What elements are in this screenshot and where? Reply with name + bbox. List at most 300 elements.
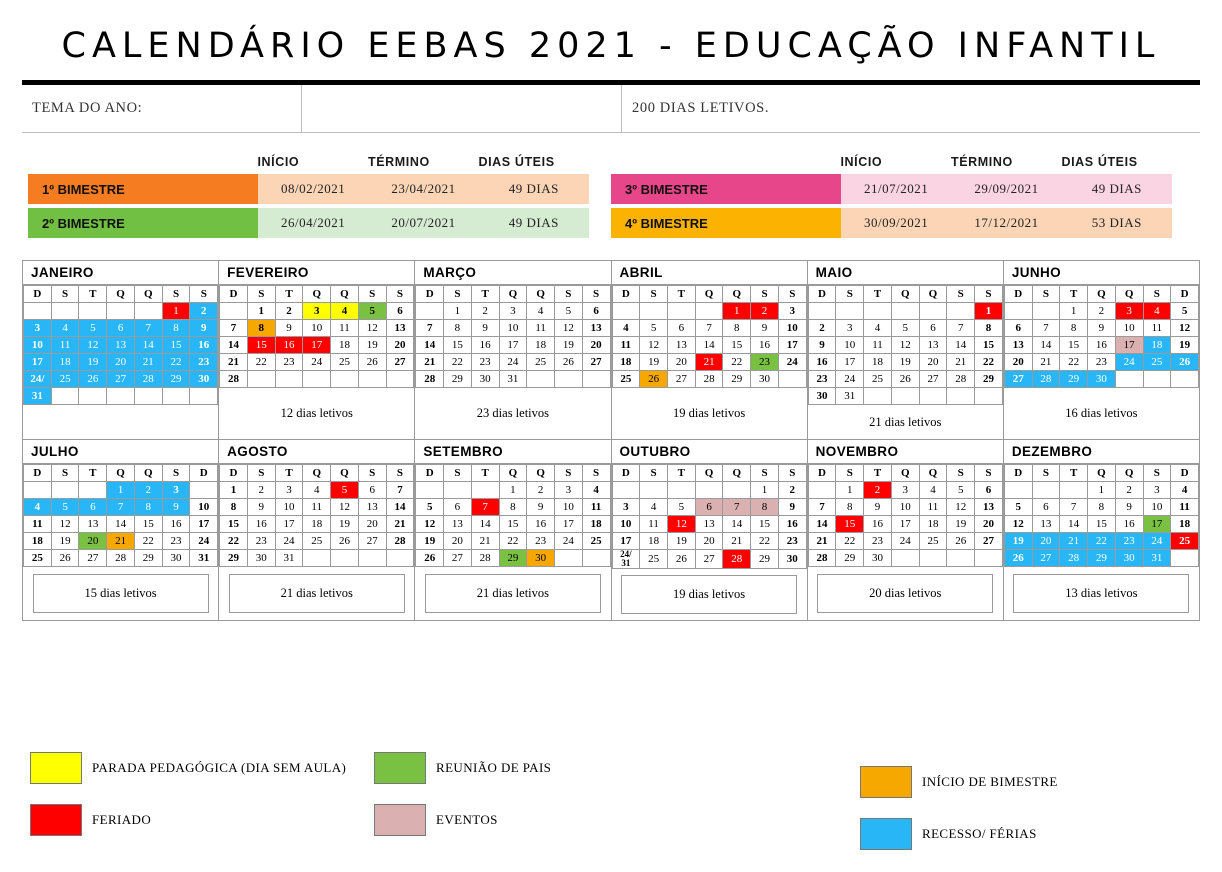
day-cell[interactable]: 18: [582, 516, 610, 533]
day-cell[interactable]: 30: [778, 550, 806, 569]
day-cell[interactable]: 23: [864, 533, 892, 550]
day-cell[interactable]: 20: [386, 337, 414, 354]
day-cell[interactable]: 6: [444, 499, 472, 516]
day-cell[interactable]: 24: [836, 371, 864, 388]
day-cell[interactable]: 3: [499, 303, 527, 320]
day-cell[interactable]: 22: [499, 533, 527, 550]
day-cell[interactable]: 3: [275, 482, 303, 499]
day-cell[interactable]: 7: [1032, 320, 1060, 337]
day-cell[interactable]: 11: [331, 320, 359, 337]
day-cell[interactable]: 21: [471, 533, 499, 550]
day-cell[interactable]: 8: [444, 320, 472, 337]
day-cell[interactable]: 6: [1004, 320, 1032, 337]
day-cell[interactable]: 20: [79, 533, 107, 550]
day-cell[interactable]: 13: [919, 337, 947, 354]
day-cell[interactable]: 14: [107, 516, 135, 533]
day-cell[interactable]: 21: [386, 516, 414, 533]
day-cell[interactable]: 23: [751, 354, 779, 371]
day-cell[interactable]: 24: [1115, 354, 1143, 371]
day-cell[interactable]: 21: [416, 354, 444, 371]
day-cell[interactable]: 11: [24, 516, 52, 533]
day-cell[interactable]: 31: [190, 550, 218, 567]
day-cell[interactable]: 19: [331, 516, 359, 533]
day-cell[interactable]: 13: [975, 499, 1003, 516]
day-cell[interactable]: 8: [220, 499, 248, 516]
day-cell[interactable]: 28: [695, 371, 723, 388]
day-cell[interactable]: 20: [695, 533, 723, 550]
day-cell[interactable]: 21: [107, 533, 135, 550]
day-cell[interactable]: 5: [891, 320, 919, 337]
day-cell[interactable]: 1: [107, 482, 135, 499]
day-cell[interactable]: 10: [891, 499, 919, 516]
day-cell[interactable]: 4: [527, 303, 555, 320]
day-cell[interactable]: 16: [751, 337, 779, 354]
day-cell[interactable]: 10: [778, 320, 806, 337]
day-cell[interactable]: 14: [416, 337, 444, 354]
day-cell[interactable]: 10: [1115, 320, 1143, 337]
day-cell[interactable]: 7: [107, 499, 135, 516]
day-cell[interactable]: 20: [582, 337, 610, 354]
day-cell[interactable]: 11: [864, 337, 892, 354]
day-cell[interactable]: 2: [275, 303, 303, 320]
day-cell[interactable]: 9: [471, 320, 499, 337]
day-cell[interactable]: 15: [444, 337, 472, 354]
day-cell[interactable]: 27: [444, 550, 472, 567]
day-cell[interactable]: 18: [612, 354, 640, 371]
day-cell[interactable]: 30: [1115, 550, 1143, 567]
day-cell[interactable]: 24: [555, 533, 583, 550]
day-cell[interactable]: 10: [303, 320, 331, 337]
day-cell[interactable]: 14: [220, 337, 248, 354]
day-cell[interactable]: 19: [51, 533, 79, 550]
day-cell[interactable]: 19: [667, 533, 695, 550]
day-cell[interactable]: 20: [975, 516, 1003, 533]
day-cell[interactable]: 16: [1115, 516, 1143, 533]
day-cell[interactable]: 6: [386, 303, 414, 320]
day-cell[interactable]: 4: [303, 482, 331, 499]
day-cell[interactable]: 26: [51, 550, 79, 567]
day-cell[interactable]: 11: [582, 499, 610, 516]
day-cell[interactable]: 12: [667, 516, 695, 533]
day-cell[interactable]: 10: [275, 499, 303, 516]
day-cell[interactable]: 14: [723, 516, 751, 533]
day-cell[interactable]: 10: [555, 499, 583, 516]
day-cell[interactable]: 13: [667, 337, 695, 354]
day-cell[interactable]: 8: [1088, 499, 1116, 516]
day-cell[interactable]: 13: [1004, 337, 1032, 354]
day-cell[interactable]: 9: [751, 320, 779, 337]
day-cell[interactable]: 24/ 31: [612, 550, 640, 569]
day-cell[interactable]: 3: [891, 482, 919, 499]
day-cell[interactable]: 8: [723, 320, 751, 337]
day-cell[interactable]: 25: [303, 533, 331, 550]
day-cell[interactable]: 28: [1060, 550, 1088, 567]
day-cell[interactable]: 1: [975, 303, 1003, 320]
day-cell[interactable]: 25: [527, 354, 555, 371]
day-cell[interactable]: 26: [891, 371, 919, 388]
day-cell[interactable]: 19: [947, 516, 975, 533]
day-cell[interactable]: 30: [247, 550, 275, 567]
day-cell[interactable]: 2: [751, 303, 779, 320]
day-cell[interactable]: 4: [612, 320, 640, 337]
day-cell[interactable]: 2: [808, 320, 836, 337]
day-cell[interactable]: 13: [444, 516, 472, 533]
day-cell[interactable]: 5: [358, 303, 386, 320]
day-cell[interactable]: 20: [667, 354, 695, 371]
day-cell[interactable]: 9: [190, 320, 218, 337]
day-cell[interactable]: 9: [808, 337, 836, 354]
day-cell[interactable]: 7: [947, 320, 975, 337]
day-cell[interactable]: 26: [1171, 354, 1199, 371]
day-cell[interactable]: 3: [836, 320, 864, 337]
day-cell[interactable]: 4: [51, 320, 79, 337]
day-cell[interactable]: 7: [134, 320, 162, 337]
day-cell[interactable]: 18: [51, 354, 79, 371]
day-cell[interactable]: 30: [471, 371, 499, 388]
day-cell[interactable]: 28: [947, 371, 975, 388]
day-cell[interactable]: 1: [499, 482, 527, 499]
day-cell[interactable]: 21: [220, 354, 248, 371]
day-cell[interactable]: 5: [1004, 499, 1032, 516]
day-cell[interactable]: 12: [947, 499, 975, 516]
day-cell[interactable]: 18: [331, 337, 359, 354]
day-cell[interactable]: 12: [358, 320, 386, 337]
day-cell[interactable]: 10: [24, 337, 52, 354]
day-cell[interactable]: 31: [1143, 550, 1171, 567]
day-cell[interactable]: 20: [1004, 354, 1032, 371]
day-cell[interactable]: 29: [751, 550, 779, 569]
day-cell[interactable]: 22: [247, 354, 275, 371]
day-cell[interactable]: 25: [24, 550, 52, 567]
day-cell[interactable]: 18: [303, 516, 331, 533]
day-cell[interactable]: 19: [416, 533, 444, 550]
day-cell[interactable]: 14: [471, 516, 499, 533]
day-cell[interactable]: 24: [1143, 533, 1171, 550]
day-cell[interactable]: 28: [471, 550, 499, 567]
day-cell[interactable]: 13: [358, 499, 386, 516]
day-cell[interactable]: 25: [331, 354, 359, 371]
day-cell[interactable]: 29: [975, 371, 1003, 388]
day-cell[interactable]: 9: [778, 499, 806, 516]
day-cell[interactable]: 25: [864, 371, 892, 388]
day-cell[interactable]: 29: [444, 371, 472, 388]
day-cell[interactable]: 16: [275, 337, 303, 354]
day-cell[interactable]: 27: [358, 533, 386, 550]
day-cell[interactable]: 4: [864, 320, 892, 337]
day-cell[interactable]: 25: [51, 371, 79, 388]
day-cell[interactable]: 12: [1004, 516, 1032, 533]
day-cell[interactable]: 15: [751, 516, 779, 533]
day-cell[interactable]: 20: [107, 354, 135, 371]
day-cell[interactable]: 23: [1115, 533, 1143, 550]
day-cell[interactable]: 12: [555, 320, 583, 337]
day-cell[interactable]: 24: [891, 533, 919, 550]
day-cell[interactable]: 2: [134, 482, 162, 499]
day-cell[interactable]: 16: [527, 516, 555, 533]
day-cell[interactable]: 30: [808, 388, 836, 405]
day-cell[interactable]: 3: [555, 482, 583, 499]
day-cell[interactable]: 9: [864, 499, 892, 516]
day-cell[interactable]: 28: [723, 550, 751, 569]
day-cell[interactable]: 29: [220, 550, 248, 567]
day-cell[interactable]: 16: [162, 516, 190, 533]
day-cell[interactable]: 4: [1143, 303, 1171, 320]
day-cell[interactable]: 10: [836, 337, 864, 354]
day-cell[interactable]: 26: [667, 550, 695, 569]
day-cell[interactable]: 31: [836, 388, 864, 405]
day-cell[interactable]: 2: [527, 482, 555, 499]
day-cell[interactable]: 13: [1032, 516, 1060, 533]
day-cell[interactable]: 23: [190, 354, 218, 371]
day-cell[interactable]: 1: [162, 303, 190, 320]
day-cell[interactable]: 25: [640, 550, 668, 569]
day-cell[interactable]: 22: [444, 354, 472, 371]
day-cell[interactable]: 24: [303, 354, 331, 371]
day-cell[interactable]: 25: [582, 533, 610, 550]
day-cell[interactable]: 10: [499, 320, 527, 337]
day-cell[interactable]: 24: [275, 533, 303, 550]
day-cell[interactable]: 18: [1171, 516, 1199, 533]
day-cell[interactable]: 17: [1115, 337, 1143, 354]
day-cell[interactable]: 12: [331, 499, 359, 516]
day-cell[interactable]: 16: [864, 516, 892, 533]
day-cell[interactable]: 30: [1088, 371, 1116, 388]
day-cell[interactable]: 17: [836, 354, 864, 371]
day-cell[interactable]: 1: [751, 482, 779, 499]
day-cell[interactable]: 14: [386, 499, 414, 516]
day-cell[interactable]: 15: [836, 516, 864, 533]
day-cell[interactable]: 27: [386, 354, 414, 371]
day-cell[interactable]: 16: [808, 354, 836, 371]
day-cell[interactable]: 6: [79, 499, 107, 516]
day-cell[interactable]: 28: [808, 550, 836, 567]
day-cell[interactable]: 27: [919, 371, 947, 388]
day-cell[interactable]: 15: [499, 516, 527, 533]
day-cell[interactable]: 11: [1143, 320, 1171, 337]
day-cell[interactable]: 12: [416, 516, 444, 533]
day-cell[interactable]: 4: [919, 482, 947, 499]
day-cell[interactable]: 3: [1115, 303, 1143, 320]
day-cell[interactable]: 31: [275, 550, 303, 567]
day-cell[interactable]: 16: [1088, 337, 1116, 354]
day-cell[interactable]: 8: [247, 320, 275, 337]
day-cell[interactable]: 15: [220, 516, 248, 533]
day-cell[interactable]: 9: [247, 499, 275, 516]
day-cell[interactable]: 23: [471, 354, 499, 371]
day-cell[interactable]: 12: [51, 516, 79, 533]
day-cell[interactable]: 14: [695, 337, 723, 354]
day-cell[interactable]: 26: [1004, 550, 1032, 567]
day-cell[interactable]: 13: [107, 337, 135, 354]
day-cell[interactable]: 16: [247, 516, 275, 533]
day-cell[interactable]: 3: [778, 303, 806, 320]
day-cell[interactable]: 6: [582, 303, 610, 320]
day-cell[interactable]: 3: [612, 499, 640, 516]
day-cell[interactable]: 14: [808, 516, 836, 533]
day-cell[interactable]: 27: [107, 371, 135, 388]
day-cell[interactable]: 22: [723, 354, 751, 371]
day-cell[interactable]: 18: [919, 516, 947, 533]
day-cell[interactable]: 23: [275, 354, 303, 371]
day-cell[interactable]: 2: [778, 482, 806, 499]
day-cell[interactable]: 30: [864, 550, 892, 567]
day-cell[interactable]: 17: [303, 337, 331, 354]
day-cell[interactable]: 27: [667, 371, 695, 388]
day-cell[interactable]: 6: [107, 320, 135, 337]
day-cell[interactable]: 17: [891, 516, 919, 533]
day-cell[interactable]: 1: [1060, 303, 1088, 320]
day-cell[interactable]: 28: [107, 550, 135, 567]
day-cell[interactable]: 19: [79, 354, 107, 371]
day-cell[interactable]: 11: [919, 499, 947, 516]
day-cell[interactable]: 17: [778, 337, 806, 354]
day-cell[interactable]: 17: [275, 516, 303, 533]
day-cell[interactable]: 11: [1171, 499, 1199, 516]
day-cell[interactable]: 7: [1060, 499, 1088, 516]
day-cell[interactable]: 24/: [24, 371, 52, 388]
day-cell[interactable]: 22: [751, 533, 779, 550]
day-cell[interactable]: 18: [527, 337, 555, 354]
day-cell[interactable]: 3: [162, 482, 190, 499]
day-cell[interactable]: 23: [162, 533, 190, 550]
day-cell[interactable]: 28: [134, 371, 162, 388]
day-cell[interactable]: 3: [1143, 482, 1171, 499]
day-cell[interactable]: 24: [778, 354, 806, 371]
day-cell[interactable]: 28: [1032, 371, 1060, 388]
day-cell[interactable]: 1: [836, 482, 864, 499]
day-cell[interactable]: 21: [808, 533, 836, 550]
day-cell[interactable]: 21: [1032, 354, 1060, 371]
day-cell[interactable]: 7: [471, 499, 499, 516]
day-cell[interactable]: 5: [331, 482, 359, 499]
day-cell[interactable]: 2: [864, 482, 892, 499]
day-cell[interactable]: 25: [1143, 354, 1171, 371]
day-cell[interactable]: 4: [24, 499, 52, 516]
day-cell[interactable]: 23: [247, 533, 275, 550]
day-cell[interactable]: 25: [1171, 533, 1199, 550]
day-cell[interactable]: 8: [751, 499, 779, 516]
day-cell[interactable]: 19: [1171, 337, 1199, 354]
day-cell[interactable]: 27: [79, 550, 107, 567]
day-cell[interactable]: 3: [24, 320, 52, 337]
day-cell[interactable]: 13: [79, 516, 107, 533]
day-cell[interactable]: 8: [162, 320, 190, 337]
day-cell[interactable]: 14: [947, 337, 975, 354]
day-cell[interactable]: 4: [1171, 482, 1199, 499]
day-cell[interactable]: 22: [836, 533, 864, 550]
day-cell[interactable]: 19: [1004, 533, 1032, 550]
day-cell[interactable]: 25: [919, 533, 947, 550]
day-cell[interactable]: 20: [358, 516, 386, 533]
day-cell[interactable]: 6: [358, 482, 386, 499]
day-cell[interactable]: 19: [891, 354, 919, 371]
day-cell[interactable]: 18: [1143, 337, 1171, 354]
day-cell[interactable]: 29: [723, 371, 751, 388]
day-cell[interactable]: 18: [864, 354, 892, 371]
day-cell[interactable]: 29: [836, 550, 864, 567]
day-cell[interactable]: 1: [444, 303, 472, 320]
day-cell[interactable]: 1: [1088, 482, 1116, 499]
day-cell[interactable]: 15: [723, 337, 751, 354]
day-cell[interactable]: 7: [723, 499, 751, 516]
day-cell[interactable]: 9: [162, 499, 190, 516]
day-cell[interactable]: 21: [723, 533, 751, 550]
day-cell[interactable]: 15: [134, 516, 162, 533]
day-cell[interactable]: 12: [1171, 320, 1199, 337]
day-cell[interactable]: 11: [612, 337, 640, 354]
day-cell[interactable]: 26: [555, 354, 583, 371]
day-cell[interactable]: 15: [1088, 516, 1116, 533]
day-cell[interactable]: 20: [444, 533, 472, 550]
day-cell[interactable]: 18: [640, 533, 668, 550]
day-cell[interactable]: 22: [134, 533, 162, 550]
day-cell[interactable]: 21: [1060, 533, 1088, 550]
day-cell[interactable]: 23: [527, 533, 555, 550]
day-cell[interactable]: 20: [1032, 533, 1060, 550]
day-cell[interactable]: 2: [247, 482, 275, 499]
day-cell[interactable]: 7: [695, 320, 723, 337]
day-cell[interactable]: 30: [162, 550, 190, 567]
day-cell[interactable]: 17: [190, 516, 218, 533]
day-cell[interactable]: 15: [247, 337, 275, 354]
day-cell[interactable]: 6: [695, 499, 723, 516]
day-cell[interactable]: 22: [162, 354, 190, 371]
day-cell[interactable]: 26: [331, 533, 359, 550]
day-cell[interactable]: 8: [499, 499, 527, 516]
day-cell[interactable]: 29: [499, 550, 527, 567]
day-cell[interactable]: 12: [79, 337, 107, 354]
day-cell[interactable]: 6: [667, 320, 695, 337]
day-cell[interactable]: 17: [612, 533, 640, 550]
day-cell[interactable]: 27: [1004, 371, 1032, 388]
day-cell[interactable]: 2: [1088, 303, 1116, 320]
day-cell[interactable]: 5: [640, 320, 668, 337]
day-cell[interactable]: 13: [582, 320, 610, 337]
day-cell[interactable]: 9: [1115, 499, 1143, 516]
day-cell[interactable]: 15: [975, 337, 1003, 354]
day-cell[interactable]: 19: [358, 337, 386, 354]
day-cell[interactable]: 1: [247, 303, 275, 320]
day-cell[interactable]: 10: [190, 499, 218, 516]
day-cell[interactable]: 22: [220, 533, 248, 550]
day-cell[interactable]: 4: [582, 482, 610, 499]
day-cell[interactable]: 5: [79, 320, 107, 337]
day-cell[interactable]: 28: [416, 371, 444, 388]
day-cell[interactable]: 19: [555, 337, 583, 354]
day-cell[interactable]: 19: [640, 354, 668, 371]
day-cell[interactable]: 9: [275, 320, 303, 337]
day-cell[interactable]: 30: [751, 371, 779, 388]
day-cell[interactable]: 6: [919, 320, 947, 337]
day-cell[interactable]: 8: [134, 499, 162, 516]
day-cell[interactable]: 30: [190, 371, 218, 388]
day-cell[interactable]: 15: [162, 337, 190, 354]
day-cell[interactable]: 9: [1088, 320, 1116, 337]
day-cell[interactable]: 17: [1143, 516, 1171, 533]
day-cell[interactable]: 11: [527, 320, 555, 337]
day-cell[interactable]: 26: [358, 354, 386, 371]
day-cell[interactable]: 5: [51, 499, 79, 516]
day-cell[interactable]: 16: [778, 516, 806, 533]
day-cell[interactable]: 23: [1088, 354, 1116, 371]
day-cell[interactable]: 7: [220, 320, 248, 337]
day-cell[interactable]: 7: [386, 482, 414, 499]
day-cell[interactable]: 28: [386, 533, 414, 550]
day-cell[interactable]: 21: [695, 354, 723, 371]
day-cell[interactable]: 7: [808, 499, 836, 516]
day-cell[interactable]: 22: [1088, 533, 1116, 550]
day-cell[interactable]: 15: [1060, 337, 1088, 354]
